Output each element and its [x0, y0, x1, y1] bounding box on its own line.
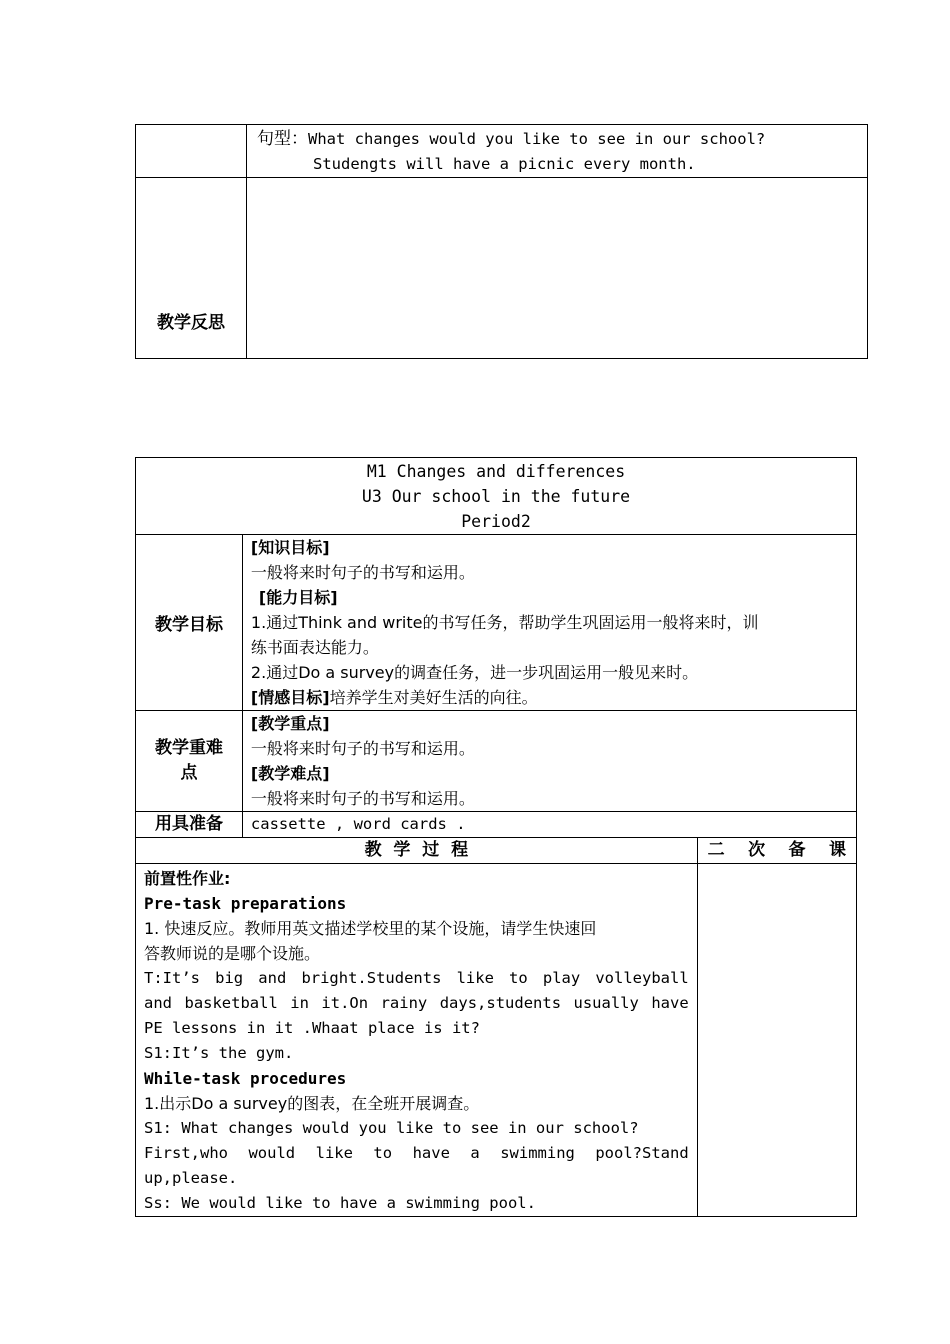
- ability-item-1b: 练书面表达能力。: [250, 638, 379, 657]
- ss-answer-line: Ss: We would like to have a swimming pool.: [144, 1194, 536, 1212]
- key-text: 一般将来时句子的书写和运用。: [250, 739, 475, 758]
- tools-label: 用具准备: [154, 814, 223, 834]
- lesson-title-line-1: M1 Changes and differences: [366, 462, 626, 481]
- sentence-cell: [247, 125, 868, 178]
- ability-item-1a: 1.通过Think and write的书写任务，帮助学生巩固运用一般将来时，训: [250, 613, 759, 632]
- pretask-heading: Pre-task preparations: [144, 894, 347, 913]
- keypoints-cell: [242, 711, 856, 812]
- objectives-label-cell: [136, 535, 243, 711]
- knowledge-heading: [知识目标]: [250, 538, 330, 557]
- difficult-heading: [教学难点]: [250, 764, 330, 783]
- empty-label-cell: [136, 125, 247, 178]
- keypoints-label-b: 点: [180, 763, 198, 783]
- whiletask-item-1: 1.出示Do a survey的图表，在全班开展调查。: [144, 1094, 480, 1113]
- pretask-item-1b: 答教师说的是哪个设施。: [144, 944, 321, 963]
- first-line-b: up,please.: [144, 1169, 238, 1187]
- lesson-title-cell: [136, 458, 857, 535]
- keypoints-label-a: 教学重难: [154, 738, 223, 758]
- pretask-item-1a: 1. 快速反应。教师用英文描述学校里的某个设施，请学生快速回: [144, 919, 597, 938]
- homework-heading: 前置性作业:: [144, 869, 231, 888]
- reflection-label-cell: [136, 178, 247, 359]
- s1-question-line: S1: What changes would you like to see in our school?: [144, 1119, 639, 1137]
- student-answer-line: S1:It’s the gym.: [144, 1044, 294, 1062]
- key-heading: [教学重点]: [250, 714, 330, 733]
- tools-text: cassette , word cards .: [250, 815, 466, 833]
- lesson-title-line-3: Period2: [461, 512, 531, 531]
- second-prep-header: 二 次 备 课: [707, 840, 846, 860]
- reflection-content-cell: [247, 178, 868, 359]
- objectives-cell: [242, 535, 856, 711]
- tools-label-cell: [136, 812, 243, 838]
- reflection-label: 教学反思: [157, 313, 225, 333]
- keypoints-label-cell: [136, 711, 243, 812]
- process-content-cell: [136, 864, 698, 1217]
- process-header-cell: [136, 838, 698, 864]
- emotion-line: [251, 685, 856, 710]
- knowledge-text: 一般将来时句子的书写和运用。: [250, 563, 475, 582]
- teacher-line-3: PE lessons in it .Whaat place is it?: [144, 1019, 480, 1037]
- emotion-text: 培养学生对美好生活的向往。: [329, 688, 538, 707]
- whiletask-heading: While-task procedures: [144, 1069, 347, 1088]
- teacher-line-2: and basketball in it.On rainy days,students usually have: [144, 994, 689, 1012]
- tools-cell: [242, 812, 856, 838]
- ability-item-2: 2.通过Do a survey的调查任务，进一步巩固运用一般见来时。: [250, 663, 699, 682]
- ability-heading: [能力目标]: [258, 588, 338, 607]
- process-header: 教 学 过 程: [364, 840, 469, 860]
- objectives-label: 教学目标: [154, 615, 223, 635]
- sentence-line-2: Studengts will have a picnic every month.: [313, 155, 696, 173]
- lesson-plan-table: [135, 457, 857, 1217]
- top-table: [135, 124, 868, 359]
- emotion-heading: [情感目标]: [250, 688, 330, 707]
- second-prep-header-cell: [697, 838, 856, 864]
- sentence-line-1: 句型：What changes would you like to see in our school?: [257, 129, 766, 149]
- teacher-line-1: T:It’s big and bright.Students like to play volleyball: [144, 969, 689, 987]
- lesson-title-line-2: U3 Our school in the future: [361, 487, 631, 506]
- second-prep-content-cell: [697, 864, 856, 1217]
- difficult-text: 一般将来时句子的书写和运用。: [250, 789, 475, 808]
- first-line-a: First,who would like to have a swimming pool?Stand: [144, 1144, 689, 1162]
